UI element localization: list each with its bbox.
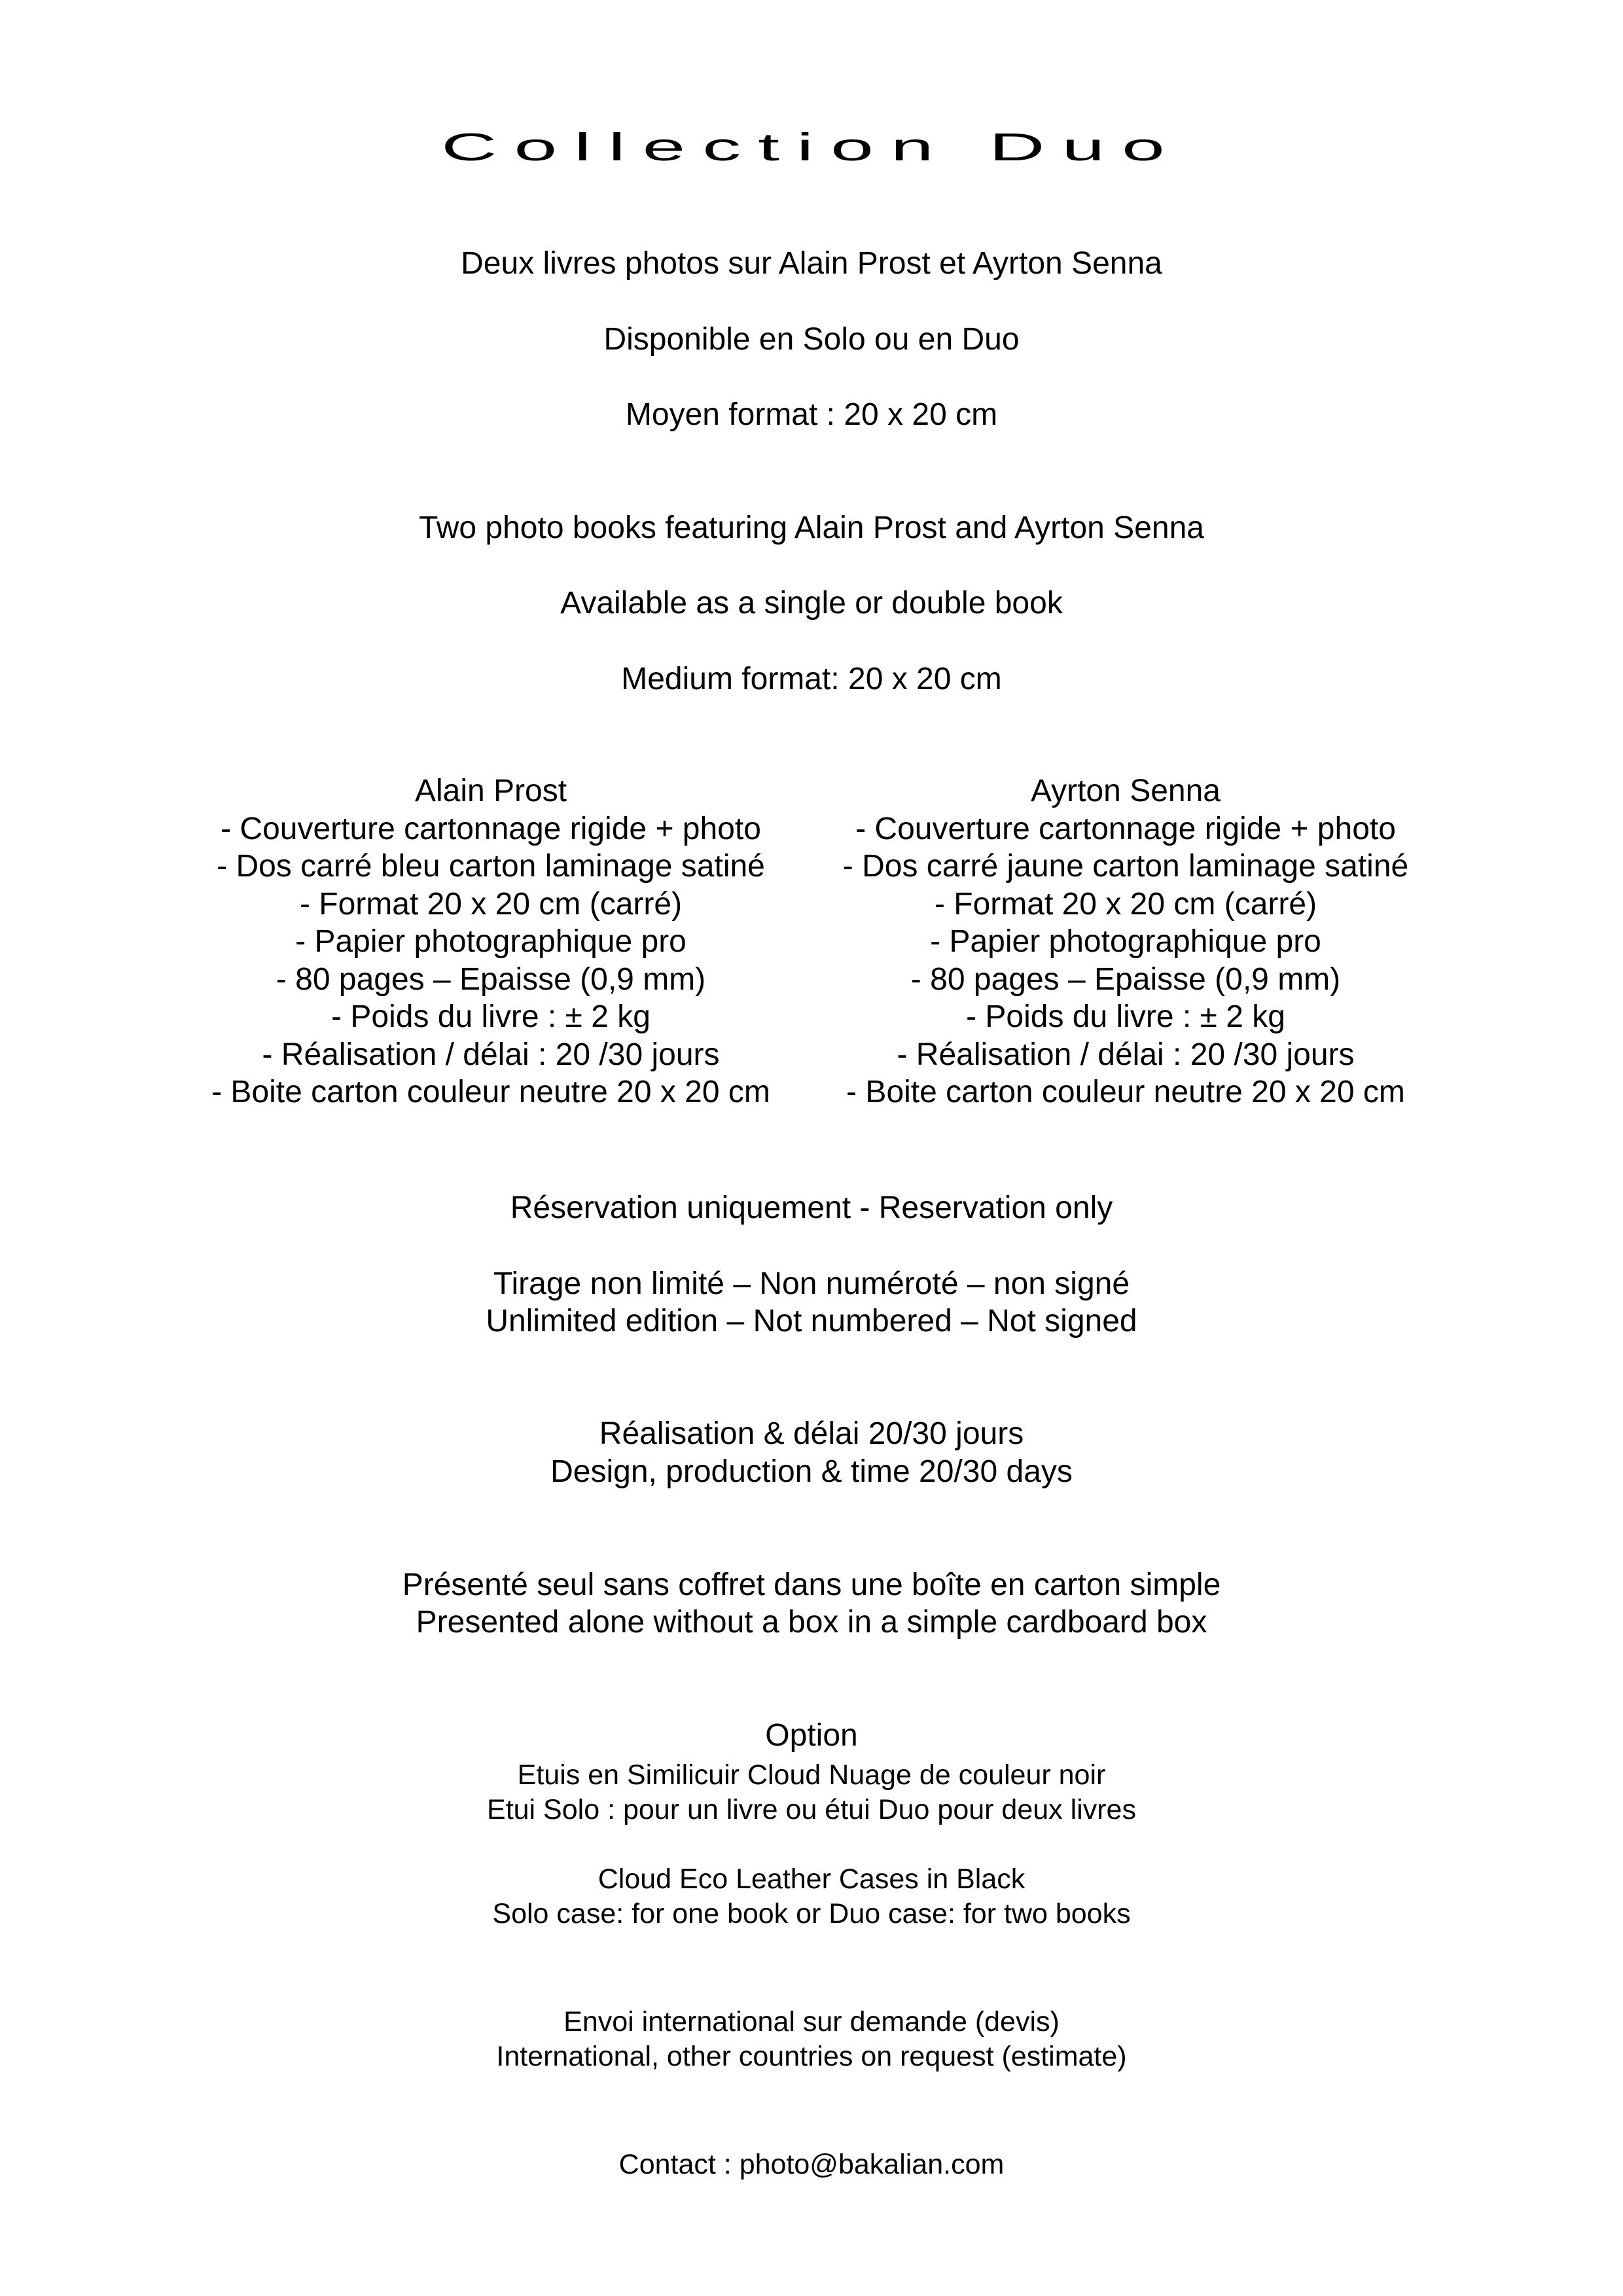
book-title: Alain Prost bbox=[414, 774, 567, 808]
spec-line: - Couverture cartonnage rigide + photo bbox=[855, 811, 1396, 846]
spec-line: - 80 pages – Epaisse (0,9 mm) bbox=[276, 961, 706, 997]
fr-intro-line-3: Moyen format : 20 x 20 cm bbox=[625, 397, 998, 432]
fr-intro-line-2: Disponible en Solo ou en Duo bbox=[603, 322, 1020, 357]
contact-line: Contact : photo@bakalian.com bbox=[618, 2149, 1005, 2180]
option-fr-line-2: Etui Solo : pour un livre ou étui Duo pour deux livres bbox=[487, 1794, 1136, 1825]
spec-line: - Poids du livre : ± 2 kg bbox=[331, 999, 651, 1034]
presentation-fr: Présenté seul sans coffret dans une boîte en carton simple bbox=[402, 1568, 1221, 1602]
spec-line: - Réalisation / délai : 20 /30 jours bbox=[262, 1037, 720, 1072]
spec-line: - Poids du livre : ± 2 kg bbox=[966, 999, 1285, 1034]
spec-line: - Réalisation / délai : 20 /30 jours bbox=[897, 1037, 1355, 1072]
spec-line: - 80 pages – Epaisse (0,9 mm) bbox=[910, 961, 1341, 997]
spec-line: - Papier photographique pro bbox=[295, 924, 687, 959]
option-en-line-1: Cloud Eco Leather Cases in Black bbox=[597, 1863, 1026, 1895]
book-spec-column-senna bbox=[798, 772, 1453, 1111]
edition-fr: Tirage non limité – Non numéroté – non signé bbox=[493, 1266, 1130, 1301]
edition-en: Unlimited edition – Not numbered – Not signed bbox=[486, 1304, 1137, 1338]
spec-line: - Format 20 x 20 cm (carré) bbox=[299, 886, 683, 922]
shipping-en: International, other countries on request (estimate) bbox=[496, 2041, 1127, 2072]
spec-line: - Format 20 x 20 cm (carré) bbox=[934, 886, 1317, 922]
en-intro-line-2: Available as a single or double book bbox=[560, 586, 1063, 620]
spec-line: - Boite carton couleur neutre 20 x 20 cm bbox=[211, 1075, 770, 1109]
page-title: Collection Duo bbox=[441, 126, 1182, 169]
spec-line: - Boite carton couleur neutre 20 x 20 cm bbox=[846, 1075, 1405, 1109]
fr-intro-line-1: Deux livres photos sur Alain Prost et Ayrton Senna bbox=[461, 246, 1162, 281]
en-intro-line-3: Medium format: 20 x 20 cm bbox=[621, 662, 1002, 696]
spec-line: - Couverture cartonnage rigide + photo bbox=[221, 811, 761, 846]
option-fr-line-1: Etuis en Similicuir Cloud Nuage de couleur noir bbox=[517, 1759, 1106, 1791]
production-en: Design, production & time 20/30 days bbox=[550, 1454, 1073, 1489]
production-fr: Réalisation & délai 20/30 jours bbox=[599, 1416, 1024, 1451]
shipping-fr: Envoi international sur demande (devis) bbox=[563, 2006, 1060, 2037]
book-title: Ayrton Senna bbox=[1031, 774, 1221, 808]
spec-line: - Papier photographique pro bbox=[930, 924, 1321, 959]
presentation-en: Presented alone without a box in a simple cardboard box bbox=[416, 1605, 1207, 1640]
book-spec-column-prost bbox=[164, 772, 818, 1111]
reservation-note: Réservation uniquement - Reservation only bbox=[510, 1191, 1113, 1225]
en-intro-line-1: Two photo books featuring Alain Prost and Ayrton Senna bbox=[419, 511, 1204, 545]
option-en-line-2: Solo case: for one book or Duo case: for two books bbox=[492, 1898, 1131, 1929]
option-heading: Option bbox=[765, 1718, 858, 1753]
spec-line: - Dos carré bleu carton laminage satiné bbox=[217, 849, 765, 884]
spec-line: - Dos carré jaune carton laminage satiné bbox=[842, 849, 1409, 884]
